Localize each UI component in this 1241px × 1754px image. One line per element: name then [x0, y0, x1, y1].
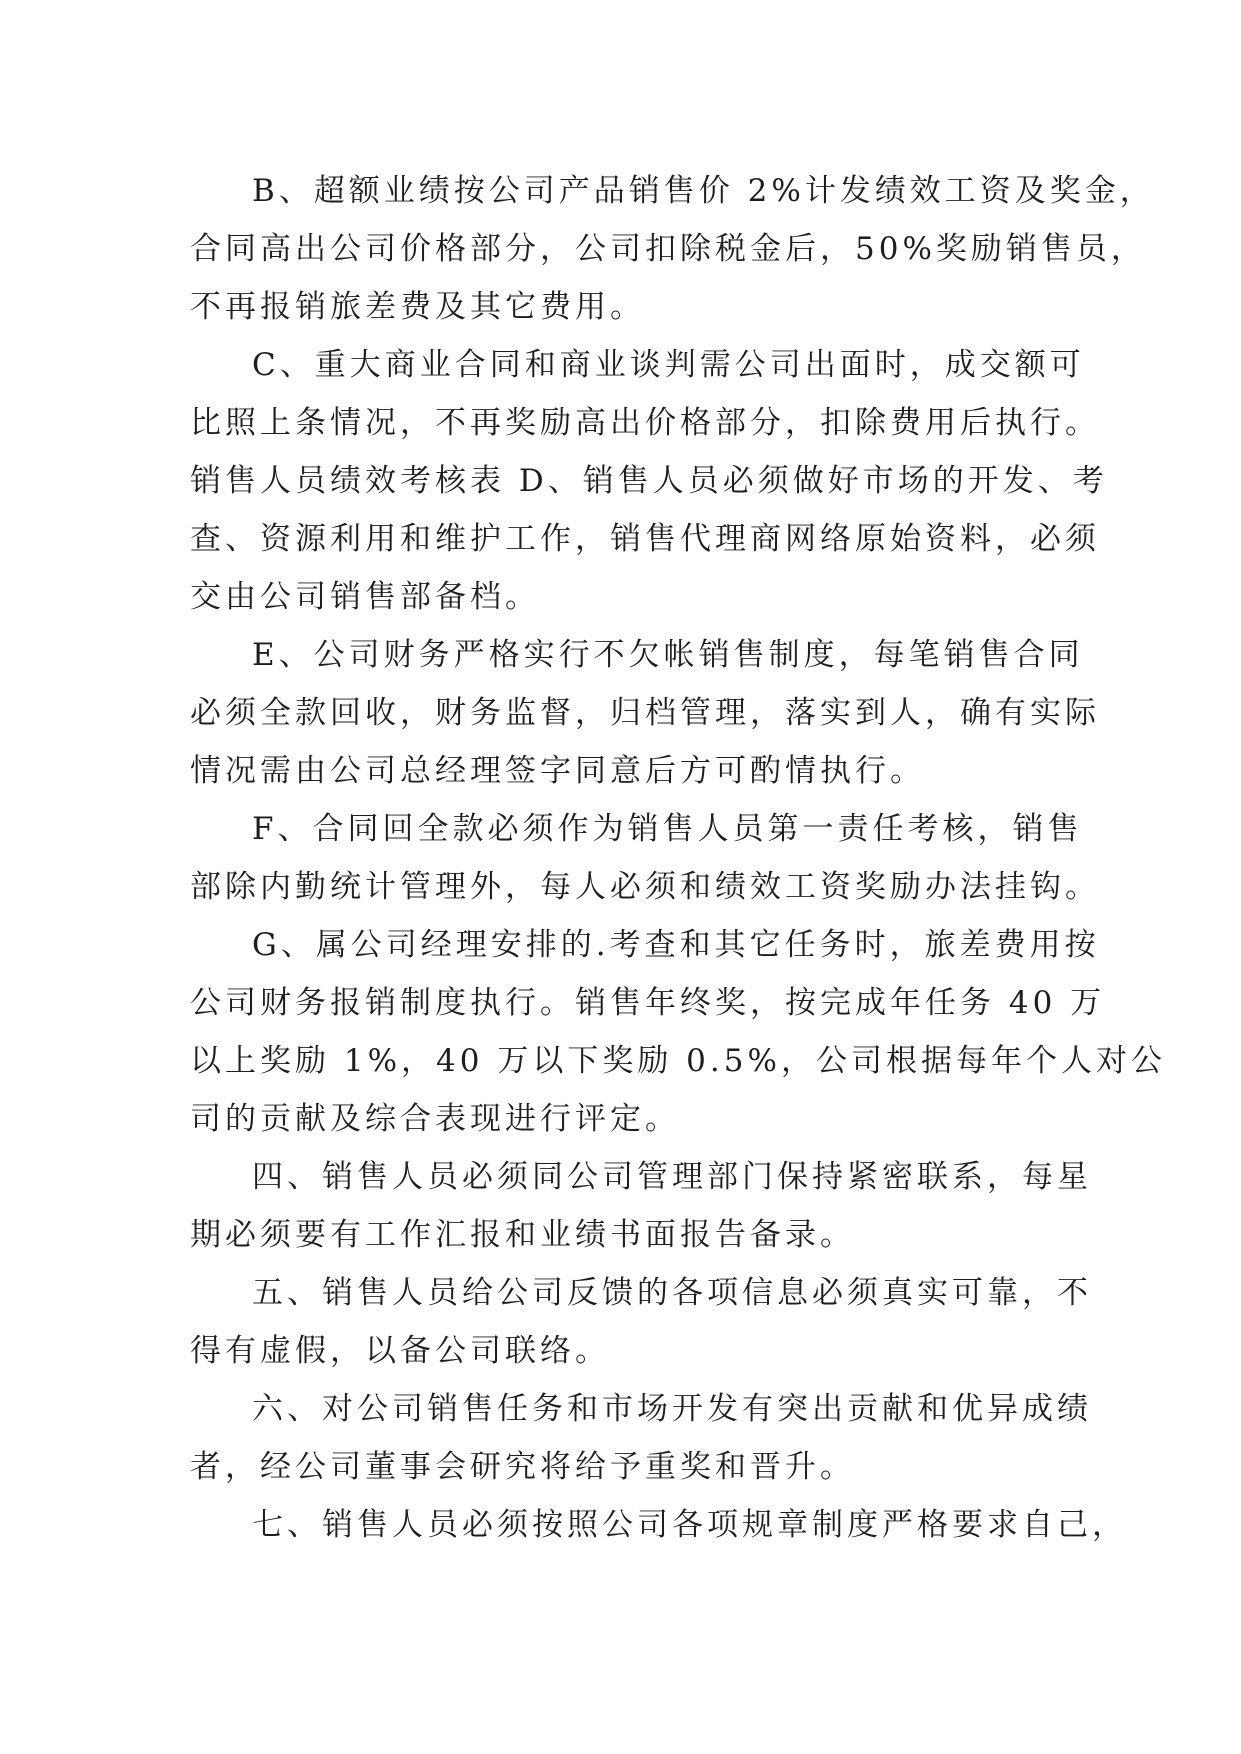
text-line: 查、资源利用和维护工作，销售代理商网络原始资料，必须: [190, 521, 1100, 557]
paragraph-section-7: [190, 1496, 1127, 1554]
text-line: E、公司财务严格实行不欠帐销售制度，每笔销售合同: [252, 637, 1084, 673]
paragraph-section-5: [190, 1264, 1092, 1380]
text-line: 必须全款回收，财务监督，归档管理，落实到人，确有实际: [190, 695, 1100, 731]
text-line: 公司财务报销制度执行。销售年终奖，按完成年任务 40 万: [190, 985, 1106, 1021]
paragraph-section-6: [190, 1380, 1092, 1496]
text-line: 者，经公司董事会研究将给予重奖和晋升。: [190, 1449, 855, 1485]
text-line: 以上奖励 1%，40 万以下奖励 0.5%，公司根据每年个人对公: [190, 1043, 1166, 1079]
text-line: 销售人员绩效考核表 D、销售人员必须做好市场的开发、考: [190, 463, 1108, 499]
paragraph-f: [190, 800, 1100, 916]
paragraph-section-4: [190, 1148, 1092, 1264]
text-line: 得有虚假，以备公司联络。: [190, 1333, 610, 1369]
text-line: 比照上条情况，不再奖励高出价格部分，扣除费用后执行。: [190, 405, 1100, 441]
text-line: 部除内勤统计管理外，每人必须和绩效工资奖励办法挂钩。: [190, 869, 1100, 905]
paragraph-e: [190, 626, 1100, 800]
text-line: 司的贡献及综合表现进行评定。: [190, 1101, 680, 1137]
text-line: C、重大商业合同和商业谈判需公司出面时，成交额可: [252, 347, 1085, 383]
paragraph-b: [190, 162, 1155, 336]
text-line: 情况需由公司总经理签字同意后方可酌情执行。: [190, 753, 925, 789]
text-line: 期必须要有工作汇报和业绩书面报告备录。: [190, 1217, 855, 1253]
text-line: B、超额业绩按公司产品销售价 2%计发绩效工资及奖金，: [252, 173, 1155, 209]
text-line: 合同高出公司价格部分，公司扣除税金后，50%奖励销售员，: [190, 231, 1146, 267]
text-line: 六、对公司销售任务和市场开发有突出贡献和优异成绩: [252, 1391, 1092, 1427]
text-line: 四、销售人员必须同公司管理部门保持紧密联系，每星: [252, 1159, 1092, 1195]
text-line: 不再报销旅差费及其它费用。: [190, 289, 645, 325]
text-line: F、合同回全款必须作为销售人员第一责任考核，销售: [252, 811, 1083, 847]
paragraph-g: [190, 916, 1166, 1148]
text-line: 五、销售人员给公司反馈的各项信息必须真实可靠，不: [252, 1275, 1092, 1311]
paragraph-c: [190, 336, 1108, 626]
text-line: 七、销售人员必须按照公司各项规章制度严格要求自己，: [252, 1507, 1127, 1543]
text-line: G、属公司经理安排的.考查和其它任务时，旅差费用按: [252, 927, 1100, 963]
document-body: [190, 162, 1166, 1554]
text-line: 交由公司销售部备档。: [190, 579, 540, 615]
